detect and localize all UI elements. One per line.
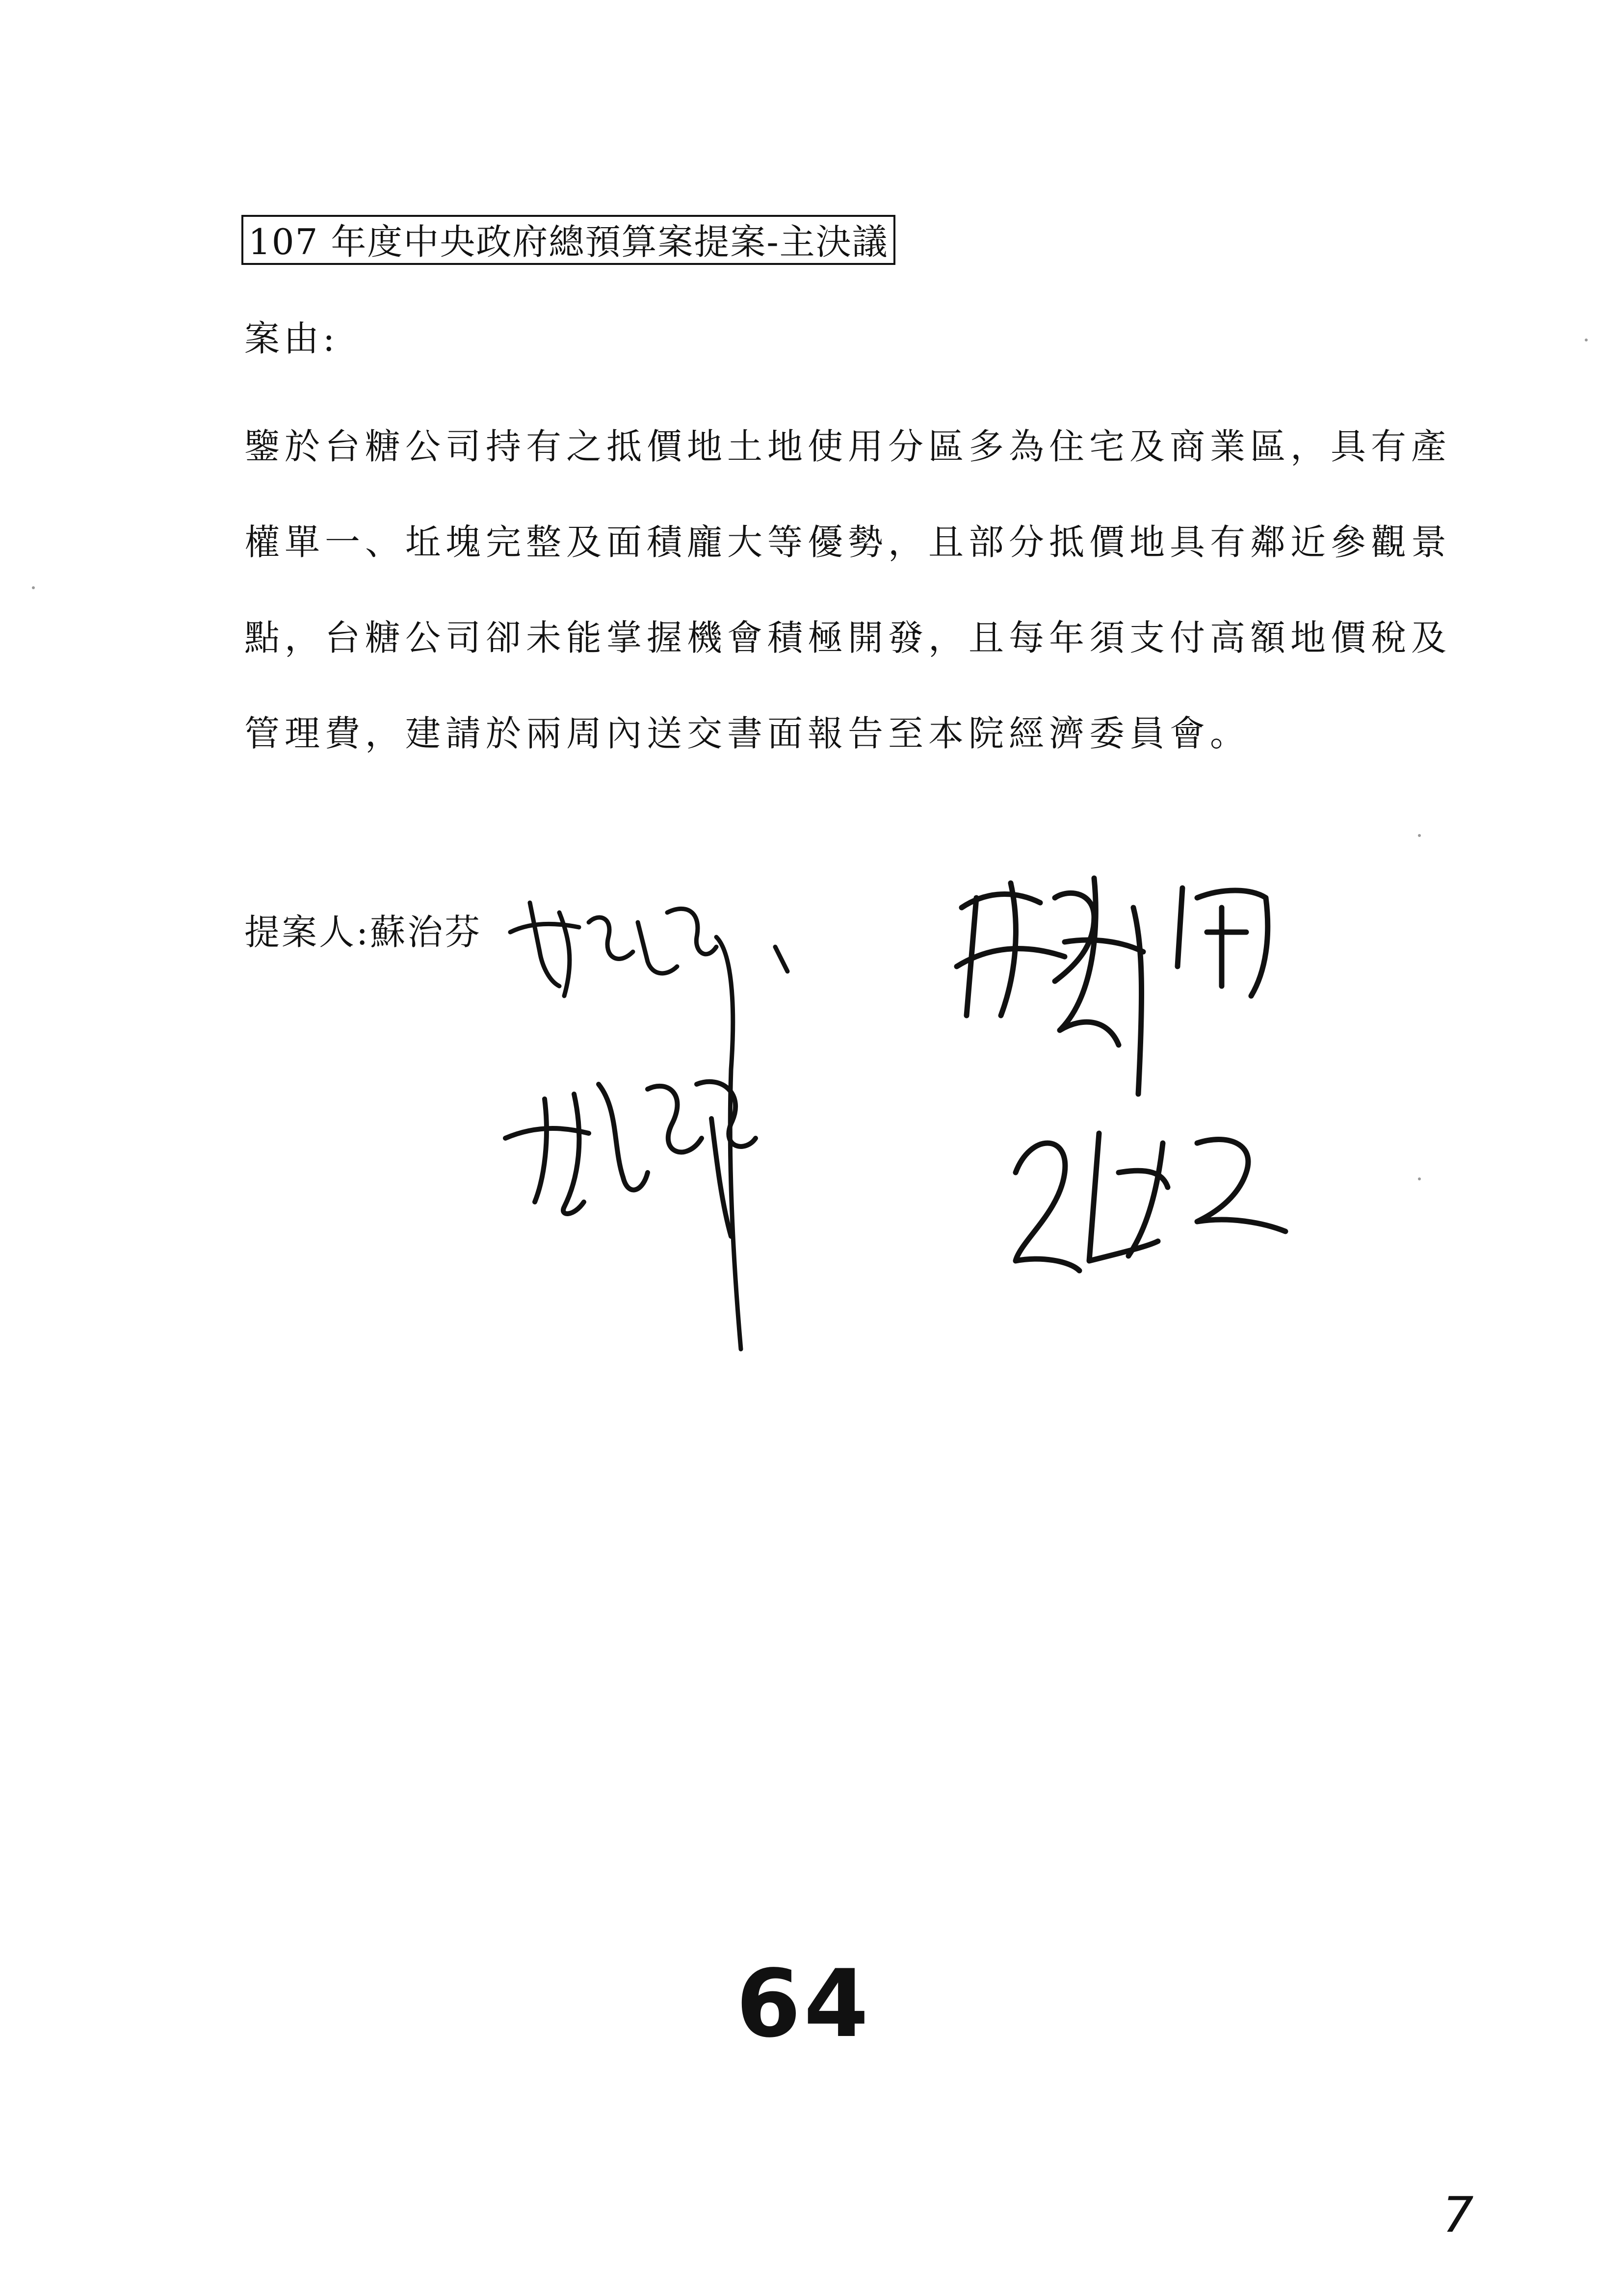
proposer-label: 提案人:蘇治芬 <box>244 912 482 953</box>
page-number: 64 <box>736 1950 872 2058</box>
signature-cosigner-2 <box>500 1040 775 1246</box>
scan-speck <box>32 586 35 589</box>
proposal-title: 107 年度中央政府總預算案提案-主決議 <box>241 215 895 265</box>
body-line-1: 鑒於台糖公司持有之抵價地土地使用分區多為住宅及商業區，具有產 <box>244 426 1452 467</box>
body-line-2: 權單一、坵塊完整及面積龐大等優勢，且部分抵價地具有鄰近參觀景 <box>244 522 1452 563</box>
signature-cosigner-3 <box>947 868 1300 1104</box>
scan-speck <box>1418 834 1421 837</box>
scan-speck <box>1585 339 1588 341</box>
body-line-4: 管理費，建請於兩周內送交書面報告至本院經濟委員會。 <box>244 713 1251 754</box>
reason-label: 案由: <box>244 318 339 359</box>
scan-speck <box>1418 1177 1421 1180</box>
signature-cosigner-4 <box>1001 1114 1295 1290</box>
body-line-3: 點，台糖公司卻未能掌握機會積極開發，且每年須支付高額地價稅及 <box>244 617 1452 658</box>
corner-page-mark: 7 <box>1442 2186 1474 2244</box>
